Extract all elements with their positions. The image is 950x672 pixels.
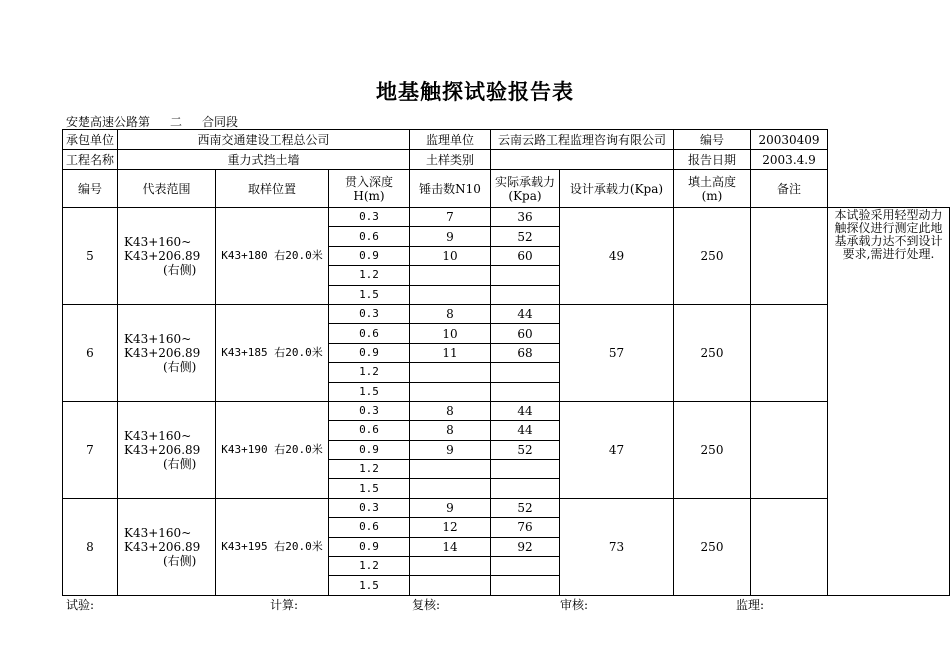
blow-count: 9 [410, 227, 491, 246]
range-line: (右侧) [163, 359, 197, 374]
table-row [63, 401, 950, 420]
actual-value [491, 557, 560, 576]
actual-value [491, 460, 560, 479]
group-number: 7 [63, 401, 118, 498]
actual-value [491, 266, 560, 285]
penetration-depth: 0.6 [329, 421, 410, 440]
penetration-depth: 1.5 [329, 382, 410, 401]
col-header-depth [329, 170, 410, 208]
group-number: 5 [63, 208, 118, 305]
penetration-depth: 0.3 [329, 304, 410, 323]
blow-count: 12 [410, 518, 491, 537]
col-header-remark: 备注 [751, 170, 828, 208]
number-value: 20030409 [751, 130, 828, 150]
signature-footer [0, 596, 950, 612]
actual-value: 60 [491, 324, 560, 343]
group-number: 8 [63, 498, 118, 595]
actual-value: 52 [491, 227, 560, 246]
col-header-no: 编号 [63, 170, 118, 208]
penetration-depth: 0.9 [329, 440, 410, 459]
group-range [118, 304, 216, 401]
col-header-design: 设计承载力(Kpa) [560, 170, 674, 208]
project-label: 工程名称 [63, 150, 118, 170]
penetration-depth: 0.3 [329, 401, 410, 420]
bearing-capacity: 73 [560, 498, 674, 595]
design-capacity: 250 [674, 208, 751, 305]
soil-value [491, 150, 674, 170]
number-label: 编号 [674, 130, 751, 150]
actual-value: 44 [491, 421, 560, 440]
project-value: 重力式挡土墙 [118, 150, 410, 170]
actual-value: 60 [491, 246, 560, 265]
penetration-depth: 1.2 [329, 363, 410, 382]
range-line: K43+160~ [124, 234, 192, 249]
blow-count [410, 266, 491, 285]
blow-count: 11 [410, 343, 491, 362]
range-line: (右侧) [163, 553, 197, 568]
actual-value: 52 [491, 440, 560, 459]
supervisor-label: 监理单位 [410, 130, 491, 150]
penetration-depth: 0.6 [329, 324, 410, 343]
report-date-value: 2003.4.9 [751, 150, 828, 170]
blow-count [410, 460, 491, 479]
actual-value [491, 363, 560, 382]
blow-count: 10 [410, 324, 491, 343]
header-row-2 [63, 150, 950, 170]
col-header-depth-line1: 贯入深度 [344, 174, 393, 189]
blow-count: 14 [410, 537, 491, 556]
blow-count: 9 [410, 440, 491, 459]
penetration-depth: 0.6 [329, 227, 410, 246]
blow-count [410, 285, 491, 304]
sample-location: K43+190 右20.0米 [216, 401, 329, 498]
blow-count: 8 [410, 421, 491, 440]
table-row [63, 304, 950, 323]
bearing-capacity: 57 [560, 304, 674, 401]
actual-value: 44 [491, 304, 560, 323]
group-range [118, 208, 216, 305]
blow-count: 9 [410, 498, 491, 517]
design-capacity: 250 [674, 401, 751, 498]
blow-count [410, 557, 491, 576]
penetration-depth: 1.2 [329, 460, 410, 479]
blow-count [410, 576, 491, 595]
actual-value [491, 285, 560, 304]
table-row [63, 208, 950, 227]
col-header-fill-line1: 填土高度 [687, 174, 736, 189]
range-line: K43+206.89 [124, 345, 201, 360]
penetration-depth: 0.9 [329, 246, 410, 265]
report-title: 地基触探试验报告表 [376, 79, 574, 104]
penetration-depth: 1.5 [329, 479, 410, 498]
blow-count [410, 479, 491, 498]
penetration-depth: 0.6 [329, 518, 410, 537]
footer-test: 试验: [66, 598, 95, 612]
blow-count: 8 [410, 401, 491, 420]
actual-value: 76 [491, 518, 560, 537]
soil-label: 土样类别 [410, 150, 491, 170]
range-line: K43+160~ [124, 331, 192, 346]
range-line: K43+160~ [124, 428, 192, 443]
group-range [118, 401, 216, 498]
penetration-depth: 1.5 [329, 576, 410, 595]
actual-value: 36 [491, 208, 560, 227]
col-header-range: 代表范围 [118, 170, 216, 208]
subtitle-prefix: 安楚高速公路第 [66, 115, 151, 129]
range-line: (右侧) [163, 456, 197, 471]
contract-section-line [66, 113, 238, 130]
bearing-capacity: 49 [560, 208, 674, 305]
actual-value: 68 [491, 343, 560, 362]
blow-count: 10 [410, 246, 491, 265]
actual-value [491, 382, 560, 401]
sample-location: K43+195 右20.0米 [216, 498, 329, 595]
penetration-depth: 0.3 [329, 498, 410, 517]
col-header-depth-line2: H(m) [353, 188, 385, 203]
header-row-1 [63, 130, 950, 150]
sample-location: K43+185 右20.0米 [216, 304, 329, 401]
penetration-depth: 1.5 [329, 285, 410, 304]
footer-audit: 审核: [560, 598, 589, 612]
range-line: K43+160~ [124, 525, 192, 540]
blow-count: 8 [410, 304, 491, 323]
actual-value [491, 576, 560, 595]
col-header-fill [674, 170, 751, 208]
design-capacity: 250 [674, 498, 751, 595]
range-line: K43+206.89 [124, 442, 201, 457]
col-header-n10: 锤击数N10 [410, 170, 491, 208]
range-line: K43+206.89 [124, 248, 201, 263]
actual-value: 92 [491, 537, 560, 556]
group-number: 6 [63, 304, 118, 401]
range-line: K43+206.89 [124, 539, 201, 554]
contractor-label: 承包单位 [63, 130, 118, 150]
actual-value: 44 [491, 401, 560, 420]
col-header-actual: 实际承载力(Kpa) [491, 170, 560, 208]
fill-height [751, 208, 828, 305]
supervisor-value: 云南云路工程监理咨询有限公司 [491, 130, 674, 150]
bearing-capacity: 47 [560, 401, 674, 498]
blow-count [410, 363, 491, 382]
fill-height [751, 498, 828, 595]
subtitle-suffix: 合同段 [202, 115, 239, 129]
remark-cell: 本试验采用轻型动力触探仪进行测定此地基承载力达不到设计要求,需进行处理. [828, 208, 950, 596]
col-header-fill-line2: (m) [701, 188, 723, 203]
table-row [63, 498, 950, 517]
col-header-location: 取样位置 [216, 170, 329, 208]
blow-count: 7 [410, 208, 491, 227]
column-header-row [63, 170, 950, 208]
penetration-depth: 0.9 [329, 343, 410, 362]
contract-section-number: 二 [150, 116, 202, 130]
design-capacity: 250 [674, 304, 751, 401]
fill-height [751, 401, 828, 498]
report-table [62, 129, 950, 596]
penetration-depth: 1.2 [329, 557, 410, 576]
blow-count [410, 382, 491, 401]
footer-review: 复核: [412, 598, 441, 612]
footer-supervise: 监理: [736, 598, 765, 612]
sample-location: K43+180 右20.0米 [216, 208, 329, 305]
report-date-label: 报告日期 [674, 150, 751, 170]
fill-height [751, 304, 828, 401]
range-line: (右侧) [163, 262, 197, 277]
group-range [118, 498, 216, 595]
contractor-value: 西南交通建设工程总公司 [118, 130, 410, 150]
penetration-depth: 1.2 [329, 266, 410, 285]
footer-calc: 计算: [270, 598, 299, 612]
penetration-depth: 0.9 [329, 537, 410, 556]
actual-value [491, 479, 560, 498]
actual-value: 52 [491, 498, 560, 517]
penetration-depth: 0.3 [329, 208, 410, 227]
